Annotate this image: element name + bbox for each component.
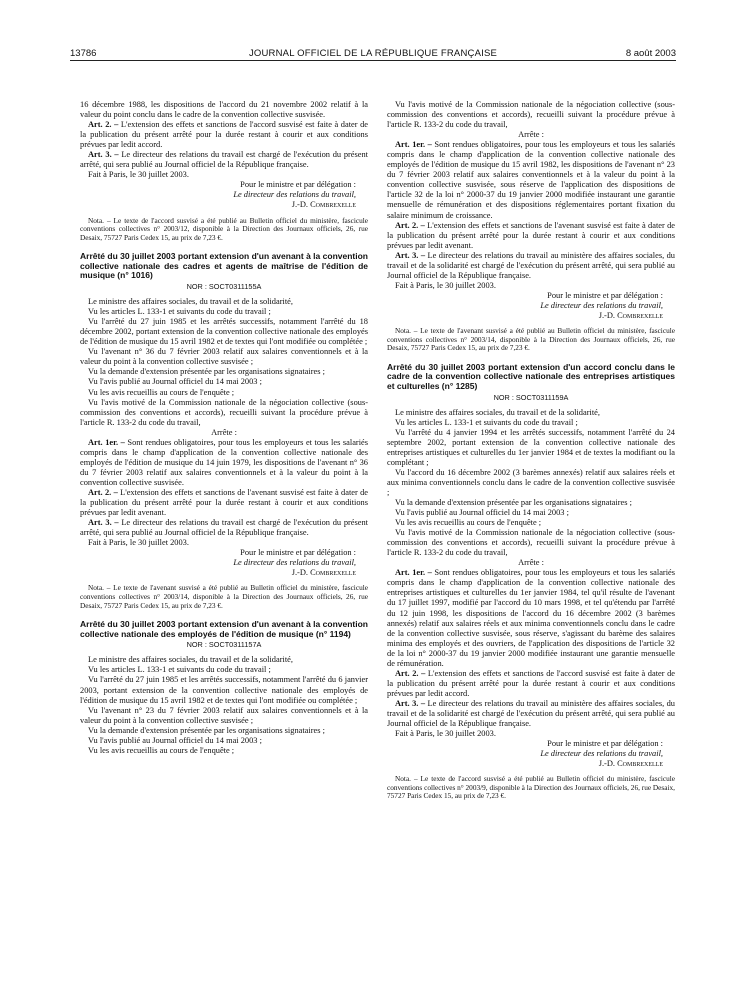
signature-title: Le directeur des relations du travail,	[233, 558, 356, 568]
signature-line: Pour le ministre et par délégation :	[240, 548, 356, 558]
article-paragraph: Art. 2. – L'extension des effets et sanctions de l'avenant susvisé est faite à dater de la publication du présent arrêté pour la durée restant à courir et aux conditions prévues par ledit avenant.	[80, 487, 368, 518]
right-column	[387, 100, 675, 811]
signature-name: J.-D. Combrexelle	[291, 200, 356, 210]
paragraph: Vu l'avenant n° 23 du 7 février 2003 relatif aux salaires conventionnels et à la valeur du point à la convention collective susvisée ;	[80, 705, 368, 725]
paragraph: Vu l'avis publié au Journal officiel du 14 mai 2003 ;	[88, 735, 262, 745]
paragraph: Vu l'arrêté du 27 juin 1985 et les arrêtés successifs, notamment l'arrêté du 6 janvier 2003, portant extension de la convention collective nationale des employés de l'édition de musique du 15 avril 1982 et de textes qui l'ont modifiée ou complétée ;	[80, 675, 368, 705]
paragraph: Vu l'avis motivé de la Commission nationale de la négociation collective (sous-commission des conventions et accords), recueilli suivant la procédure prévue à l'article R. 133-2 du code du travail,	[387, 528, 675, 558]
nor-reference: NOR : SOCT0311155A	[186, 282, 262, 292]
note: Nota. – Le texte de l'avenant susvisé a été publié au Bulletin officiel du ministère, fascicule conventions collectives n° 2003/14, disponible à la Direction des Journaux officiels, 26, rue Desaix, 75727 Paris Cedex 15, au prix de 7,23 €.	[80, 583, 368, 610]
nor-reference: NOR : SOCT0311157A	[186, 640, 262, 650]
paragraph: Vu les articles L. 133-1 et suivants du code du travail ;	[88, 665, 271, 675]
decree-heading: Arrête :	[211, 427, 237, 437]
decree-title: Arrêté du 30 juillet 2003 portant extension d'un avenant à la convention collective nationale des cadres et agents de maîtrise de l'édition de musique (n° 1016)	[80, 251, 368, 281]
paragraph: 16 décembre 1988, les dispositions de l'accord du 21 novembre 2002 relatif à la valeur du point conclu dans le cadre de la convention collective susvisée.	[80, 100, 368, 120]
paragraph: Vu l'avis publié au Journal officiel du 14 mai 2003 ;	[395, 508, 569, 518]
signature-name: J.-D. Combrexelle	[291, 568, 356, 578]
paragraph: Vu les avis recueillis au cours de l'enquête ;	[395, 518, 542, 528]
paragraph: Le ministre des affaires sociales, du travail et de la solidarité,	[395, 407, 600, 417]
decree-heading: Arrête :	[518, 130, 544, 140]
paragraph: Vu l'avis motivé de la Commission nationale de la négociation collective (sous-commission des conventions et accords), recueilli suivant la procédure prévue à l'article R. 133-2 du code du travail,	[387, 100, 675, 130]
article-paragraph: Art. 2. – L'extension des effets et sanctions de l'avenant susvisé est faite à dater de la publication du présent arrêté pour la durée restant à courir et aux conditions prévues par ledit avenant.	[387, 220, 675, 250]
signature-line: Pour le ministre et par délégation :	[240, 180, 356, 190]
header-rule	[70, 60, 676, 61]
paragraph: Vu l'avis publié au Journal officiel du 14 mai 2003 ;	[88, 377, 262, 387]
article-paragraph: Art. 2. – L'extension des effets et sanctions de l'accord susvisé est faite à dater de la publication du présent arrêté pour la durée restant à courir et aux conditions prévues par ledit accord.	[80, 120, 369, 150]
signature-line: Pour le ministre et par délégation :	[547, 739, 663, 749]
article-paragraph: Art. 3. – Le directeur des relations du travail au ministère des affaires sociales, du travail et de la solidarité est chargé de l'exécution du présent arrêté, qui sera publié au Journal officiel de la République française.	[387, 250, 675, 280]
paragraph: Vu les avis recueillis au cours de l'enquête ;	[88, 745, 235, 755]
paragraph: Vu l'arrêté du 4 janvier 1994 et les arrêtés successifs, notamment l'arrêté du 24 septembre 2002, portant extension de la convention collective nationale des entreprises artistiques et culturelles du 1er janvier 1984 et de textes la modifiant ou la complétant ;	[387, 427, 675, 467]
paragraph: Vu l'arrêté du 27 juin 1985 et les arrêtés successifs, notamment l'arrêté du 18 décembre 2002, portant extension de la convention collective nationale des employés de l'édition de musique du 15 avril 1982 et de textes qui l'ont modifiée ou complétée ;	[80, 317, 368, 347]
article-paragraph: Art. 3. – Le directeur des relations du travail est chargé de l'exécution du présent arrêté, qui sera publié au Journal officiel de la République française.	[80, 150, 368, 170]
paragraph: Vu l'accord du 16 décembre 2002 (3 barèmes annexés) relatif aux salaires réels et aux minima conventionnels conclu dans le cadre de la convention collective susvisée ;	[387, 467, 675, 497]
note: Nota. – Le texte de l'avenant susvisé a été publié au Bulletin officiel du ministère, fascicule conventions collectives n° 2003/14, disponible à la Direction des Journaux officiels, 26, rue Desaix, 75727 Paris Cedex 15, au prix de 7,23 €.	[387, 326, 675, 353]
signature-title: Le directeur des relations du travail,	[233, 190, 356, 200]
signature-name: J.-D. Combrexelle	[598, 310, 663, 320]
signature-name: J.-D. Combrexelle	[598, 759, 663, 769]
article-paragraph: Art. 3. – Le directeur des relations du travail est chargé de l'exécution du présent arrêté, qui sera publié au Journal officiel de la République française.	[80, 518, 368, 538]
left-column	[80, 100, 368, 756]
article-paragraph: Art. 1er. – Sont rendues obligatoires, pour tous les employeurs et tous les salariés compris dans le champ d'application de la convention collective nationale des employés de l'édition de musique du 14 juin 1979, les dispositions de l'avenant n° 36 du 7 février 2003 relatif aux salaires conventionnels et à la valeur du point à la convention collective susvisée.	[80, 437, 369, 487]
issue-date: 8 août 2003	[625, 48, 676, 59]
decree-title: Arrêté du 30 juillet 2003 portant extension d'un avenant à la convention collective nationale des employés de l'édition de musique (n° 1194)	[80, 619, 368, 639]
paragraph: Vu l'avis motivé de la Commission nationale de la négociation collective (sous-commission des conventions et accords), recueilli suivant la procédure prévue à l'article R. 133-2 du code du travail,	[80, 397, 368, 427]
page-number: 13786	[70, 48, 97, 59]
paragraph: Vu les avis recueillis au cours de l'enquête ;	[88, 387, 235, 397]
done-at: Fait à Paris, le 30 juillet 2003.	[395, 280, 496, 290]
done-at: Fait à Paris, le 30 juillet 2003.	[395, 729, 496, 739]
done-at: Fait à Paris, le 30 juillet 2003.	[88, 538, 189, 548]
paragraph: Le ministre des affaires sociales, du travail et de la solidarité,	[88, 655, 293, 665]
article-paragraph: Art. 3. – Le directeur des relations du travail au ministère des affaires sociales, du travail et de la solidarité est chargé de l'exécution du présent arrêté, qui sera publié au Journal officiel de la République française.	[387, 698, 675, 729]
article-paragraph: Art. 1er. – Sont rendues obligatoires, pour tous les employeurs et tous les salariés compris dans le champ d'application de la convention collective nationale des employés de l'édition de musique du 15 avril 1982, les dispositions de l'avenant n° 23 du 7 février 2003 relatif aux salaires conventionnels et à la valeur du point à la convention collective susvisée, sous réserve de l'application des dispositions de l'article 32 de la loi n° 2000-37 du 19 janvier 2000 modifiée instaurant une garantie mensuelle de rémunération et des dispositions réglementaires portant fixation du salaire minimum de croissance.	[387, 140, 676, 220]
article-paragraph: Art. 1er. – Sont rendues obligatoires, pour tous les employeurs et tous les salariés compris dans le champ d'application de la convention collective nationale des entreprises artistiques et culturelles du 1er janvier 1984, tel qu'il résulte de l'avenant du 17 juillet 1997, modifié par l'accord du 10 mars 1998, et tel qu'étendu par l'arrêté du 12 juin 1998, les dispositions de l'accord du 16 décembre 2002 (3 barèmes annexés) relatif aux salaires réels et aux minima conventionnels conclu dans le cadre de la convention collective susvisée, sous réserve, s'agissant du barème des salaires minima des employés et des ouvriers, de l'application des dispositions de l'article 32 de la loi n° 2000-37 du 19 janvier 2000 modifiée instaurant une garantie mensuelle de rémunération.	[387, 568, 676, 668]
paragraph: Vu l'avenant n° 36 du 7 février 2003 relatif aux salaires conventionnels et à la valeur du point à la convention collective susvisée ;	[80, 347, 368, 367]
nor-reference: NOR : SOCT0311159A	[493, 392, 569, 402]
paragraph: Vu la demande d'extension présentée par les organisations signataires ;	[88, 367, 325, 377]
signature-line: Pour le ministre et par délégation :	[547, 290, 663, 300]
decree-title: Arrêté du 30 juillet 2003 portant extension d'un accord conclu dans le cadre de la convention collective nationale des entreprises artistiques et culturelles (n° 1285)	[387, 361, 675, 391]
signature-title: Le directeur des relations du travail,	[540, 749, 663, 759]
note: Nota. – Le texte de l'accord susvisé a été publié au Bulletin officiel du ministère, fascicule conventions collectives n° 2003/9, disponible à la Direction des Journaux officiels, 26, rue Desaix, 75727 Paris Cedex 15, au prix de 7,23 €.	[387, 774, 675, 801]
note: Nota. – Le texte de l'accord susvisé a été publié au Bulletin officiel du ministère, fascicule conventions collectives n° 2003/12, disponible à la Direction des Journaux officiels, 26, rue Desaix, 75727 Paris Cedex 15, au prix de 7,23 €.	[80, 215, 368, 242]
paragraph: Vu la demande d'extension présentée par les organisations signataires ;	[395, 498, 632, 508]
paragraph: Vu les articles L. 133-1 et suivants du code du travail ;	[395, 417, 578, 427]
decree-heading: Arrête :	[518, 558, 544, 568]
journal-title: JOURNAL OFFICIEL DE LA RÉPUBLIQUE FRANÇAISE	[248, 48, 498, 59]
signature-title: Le directeur des relations du travail,	[540, 300, 663, 310]
done-at: Fait à Paris, le 30 juillet 2003.	[88, 170, 189, 180]
paragraph: Vu la demande d'extension présentée par les organisations signataires ;	[88, 725, 325, 735]
paragraph: Vu les articles L. 133-1 et suivants du code du travail ;	[88, 307, 271, 317]
paragraph: Le ministre des affaires sociales, du travail et de la solidarité,	[88, 297, 293, 307]
article-paragraph: Art. 2. – L'extension des effets et sanctions de l'accord susvisé est faite à dater de la publication du présent arrêté pour la durée restant à courir et aux conditions prévues par ledit accord.	[387, 668, 676, 698]
